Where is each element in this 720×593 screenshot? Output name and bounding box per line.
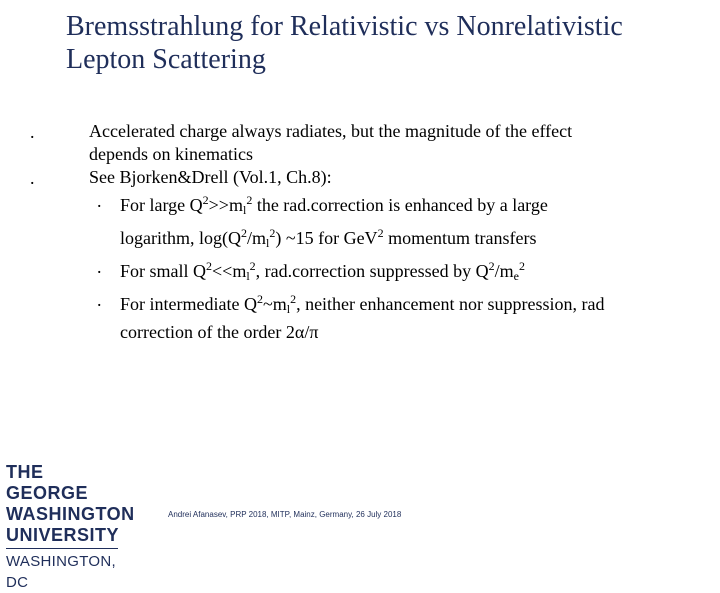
bullet-list	[28, 120, 708, 344]
bullet-1-line-2: depends on kinematics	[89, 144, 253, 164]
sub-bullet-3	[97, 288, 708, 344]
sub-bullet-1	[97, 189, 708, 255]
title-line-1: Bremsstrahlung for Relativistic vs Nonrelativistic	[66, 11, 623, 42]
sub-bullet-2	[97, 255, 708, 288]
title-line-2: Lepton Scattering	[66, 44, 266, 75]
logo-line-4: WASHINGTON, DC	[6, 553, 116, 591]
sub-bullet-3-line-1: For intermediate $Q^2\sim m_l^2$, neither enhancement nor suppression, rad	[120, 292, 605, 316]
logo-line-3: UNIVERSITY	[6, 525, 120, 545]
bullet-item-1	[30, 120, 708, 166]
sub-bullet-1-line-2: logarithm, $\log(Q^2/m_l^2)$ ~15 for GeV$^2$ momentum transfers	[120, 226, 537, 250]
bullet-1-line-1: Accelerated charge always radiates, but the magnitude of the effect	[89, 121, 573, 141]
logo-line-2: WASHINGTON	[6, 504, 135, 524]
logo-divider	[6, 548, 118, 549]
sub-bullet-1-line-1: For large $Q^2>>m_l^2$ the rad.correction is enhanced by a large	[120, 193, 548, 217]
sub-bullet-3-line-2: correction of the order 2α/π	[120, 322, 319, 342]
bullet-marker: .	[30, 122, 35, 142]
bullet-item-2	[30, 166, 708, 189]
bullet-marker: .	[97, 191, 102, 211]
bullet-marker: .	[97, 290, 102, 310]
bullet-marker: .	[30, 168, 35, 188]
university-logo	[6, 462, 135, 593]
sub-bullet-2-line-1: For small $Q^2<<m_l^2$, rad.correction suppressed by $Q^2/m_e^2$	[120, 259, 525, 283]
logo-line-1: THE GEORGE	[6, 462, 89, 503]
bullet-marker: .	[97, 257, 102, 277]
footer-text: Andrei Afanasev, PRP 2018, MITP, Mainz, Germany, 26 July 2018	[168, 510, 402, 519]
slide-title	[66, 10, 706, 76]
bullet-2-text: See Bjorken&Drell (Vol.1, Ch.8):	[89, 167, 332, 187]
